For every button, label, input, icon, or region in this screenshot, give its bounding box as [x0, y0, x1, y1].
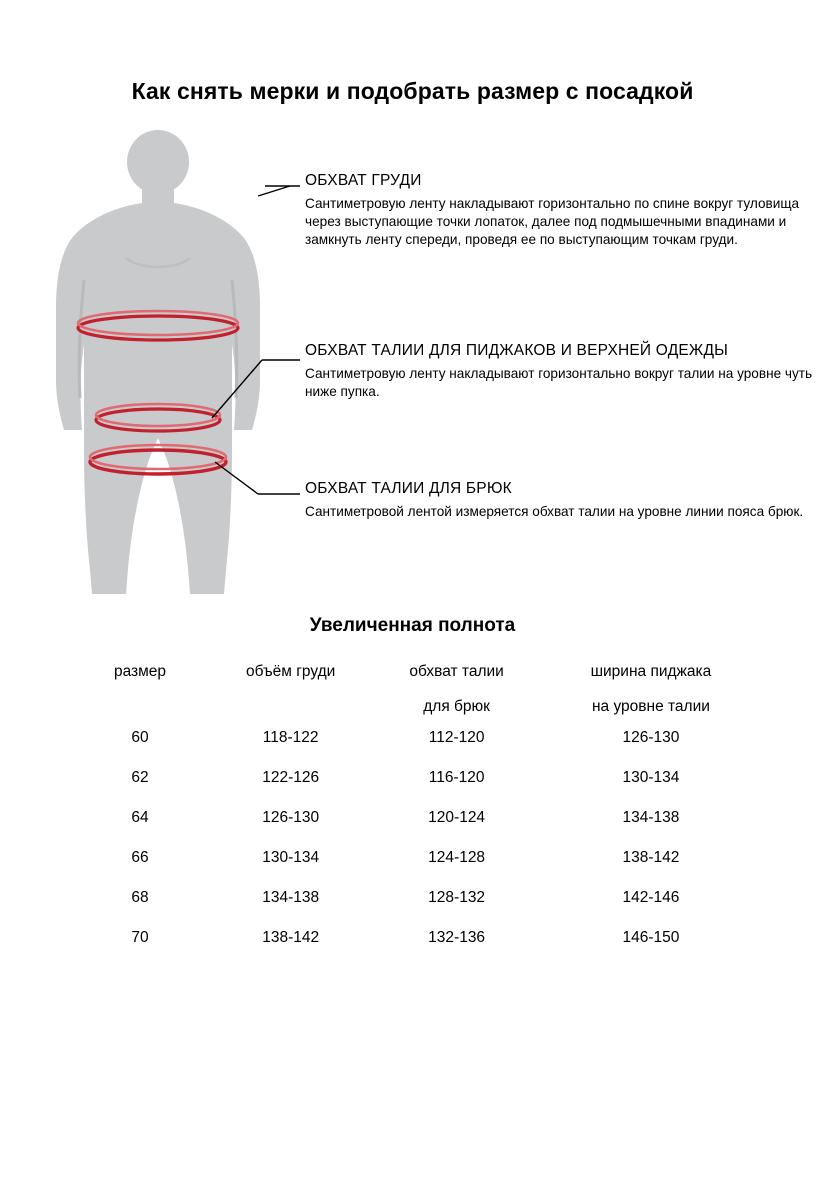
- col-header-chest-main: объём груди: [246, 663, 336, 680]
- callout-jacket-waist-body: Сантиметровую ленту накладывают горизонтально вокруг талии на уровне чуть ниже пупка.: [305, 366, 813, 400]
- callout-jacket-waist: [305, 342, 815, 401]
- cell-waist: 132-136: [428, 929, 486, 946]
- cell-size: 60: [131, 729, 149, 746]
- cell-waist: 116-120: [428, 769, 485, 786]
- col-header-jacket-width-sub: на уровне талии: [591, 698, 710, 715]
- col-header-jacket-width-main: ширина пиджака: [590, 663, 712, 680]
- table-row: [70, 918, 760, 958]
- col-header-waist-sub: для брюк: [423, 698, 490, 715]
- cell-size: 70: [131, 929, 149, 946]
- table-row: [70, 838, 760, 878]
- table-row: [70, 878, 760, 918]
- page-title: Как снять мерки и подобрать размер с посадкой: [131, 78, 694, 104]
- callout-trouser-waist-body: Сантиметровой лентой измеряется обхват талии на уровне линии пояса брюк.: [305, 504, 804, 519]
- col-header-waist-main: обхват талии: [409, 663, 504, 680]
- cell-jacket-width: 126-130: [622, 729, 680, 746]
- table-caption: Увеличенная полнота: [309, 615, 516, 636]
- size-table: [70, 660, 760, 958]
- cell-jacket-width: 134-138: [622, 809, 680, 826]
- callout-chest-body: Сантиметровую ленту накладывают горизонтально по спине вокруг туловища через выступающие точки лопаток, далее под подмышечными впадинами и замкнуть ленту спереди, проведя ее по выступающим точкам груди.: [305, 196, 800, 248]
- table-row: [70, 758, 760, 798]
- callout-trouser-waist: [305, 480, 805, 521]
- col-header-waist: [371, 660, 542, 718]
- cell-chest: 126-130: [262, 809, 320, 826]
- cell-size: 68: [131, 889, 149, 906]
- table-row: [70, 718, 760, 758]
- cell-waist: 124-128: [428, 849, 486, 866]
- table-header-row: [70, 660, 760, 718]
- figure-silhouette: [56, 130, 260, 594]
- body-figure: [30, 130, 310, 610]
- cell-jacket-width: 138-142: [622, 849, 680, 866]
- col-header-size: [70, 660, 210, 718]
- callout-trouser-waist-title: ОБХВАТ ТАЛИИ ДЛЯ БРЮК: [305, 480, 512, 497]
- col-header-jacket-width: [542, 660, 760, 718]
- cell-jacket-width: 142-146: [622, 889, 680, 906]
- cell-chest: 122-126: [262, 769, 320, 786]
- table-row: [70, 798, 760, 838]
- cell-waist: 128-132: [428, 889, 486, 906]
- cell-chest: 118-122: [262, 729, 319, 746]
- cell-jacket-width: 130-134: [622, 769, 680, 786]
- cell-size: 66: [131, 849, 149, 866]
- cell-jacket-width: 146-150: [622, 929, 680, 946]
- cell-size: 64: [131, 809, 149, 826]
- callout-chest: [305, 172, 805, 249]
- callout-jacket-waist-title: ОБХВАТ ТАЛИИ ДЛЯ ПИДЖАКОВ И ВЕРХНЕЙ ОДЕЖДЫ: [305, 342, 729, 359]
- body-figure-svg: [30, 130, 310, 610]
- col-header-chest: [210, 660, 371, 718]
- cell-chest: 130-134: [262, 849, 320, 866]
- col-header-size-main: размер: [113, 663, 167, 680]
- cell-size: 62: [131, 769, 149, 786]
- cell-waist: 112-120: [428, 729, 485, 746]
- size-table-head: [70, 660, 760, 718]
- cell-chest: 138-142: [262, 929, 320, 946]
- cell-chest: 134-138: [262, 889, 320, 906]
- callout-chest-title: ОБХВАТ ГРУДИ: [305, 172, 422, 189]
- cell-waist: 120-124: [428, 809, 486, 826]
- size-table-body: [70, 718, 760, 958]
